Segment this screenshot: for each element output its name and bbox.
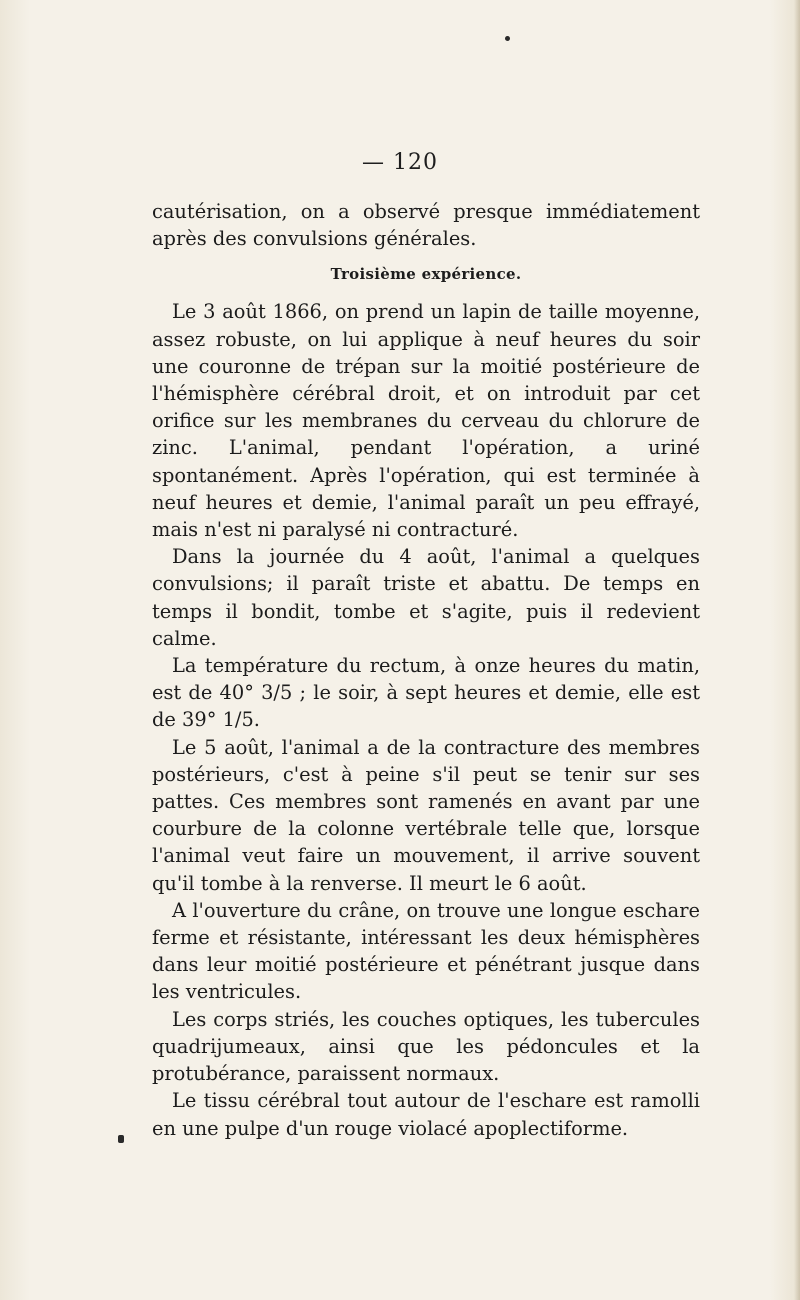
section-heading: Troisième expérience. [330,265,522,284]
paragraph: Dans la journée du 4 août, l'animal a quelques convulsions; il paraît triste et abattu. De temps en temps il bondit, tombe et s'agite, puis il redevient calme. [152,545,700,650]
paragraph: Le 3 août 1866, on prend un lapin de taille moyenne, assez robuste, on lui applique à neuf heures du soir une couronne de trépan sur la moitié postérieure de l'hémisphère cérébral droit, et on introduit par cet orifice sur les membranes du cerveau du chlorure de zinc. L'animal, pendant l'opération, a uriné spontanément. Après l'opération, qui est terminée à neuf heures et demie, l'animal paraît un peu effrayé, mais n'est ni paralysé ni contracturé. [152,300,700,542]
paragraph: Le 5 août, l'animal a de la contracture des membres postérieurs, c'est à peine s'il peut se tenir sur ses pattes. Ces membres sont ramenés en avant par une courbure de la colonne vertébrale telle que, lorsque l'animal veut faire un mouvement, il arrive souvent qu'il tombe à la renverse. Il meurt le 6 août. [152,735,700,895]
ink-speck [118,1135,124,1143]
continuation-paragraph: cautérisation, on a observé presque immédiatement après des convulsions générales. [152,200,700,251]
paragraph: Les corps striés, les couches optiques, les tubercules quadrijumeaux, ainsi que les pédoncules et la protubérance, paraissent normaux. [152,1007,700,1086]
paragraph: La température du rectum, à onze heures du matin, est de 40° 3/5 ; le soir, à sept heures et demie, elle est de 39° 1/5. [152,654,700,732]
body-text [152,198,700,1142]
page-number: — 120 [362,150,438,175]
page-edge-shadow [794,0,800,1300]
paragraph: Le tissu cérébral tout autour de l'eschare est ramolli en une pulpe d'un rouge violacé apoplectiforme. [152,1089,700,1140]
paragraph: A l'ouverture du crâne, on trouve une longue eschare ferme et résistante, intéressant les deux hémisphères dans leur moitié postérieure et pénétrant jusque dans les ventricules. [152,898,700,1004]
ink-speck [505,36,510,41]
